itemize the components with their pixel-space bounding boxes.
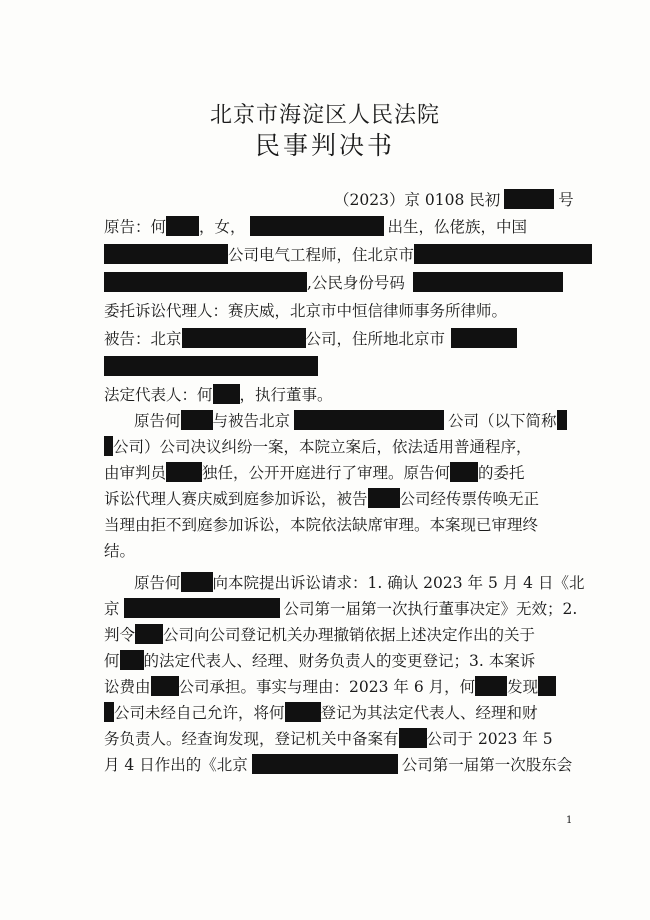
text-segment: 向本院提出诉讼请求：1. 确认 2023 年 5 月 4 日《北 — [212, 574, 585, 592]
redaction — [151, 676, 179, 696]
redaction — [475, 676, 507, 696]
redaction — [213, 384, 240, 404]
text-segment: 公司第一届第一次股东会 — [401, 756, 573, 774]
case-number-suffix: 号 — [558, 191, 574, 209]
redaction — [120, 650, 144, 670]
redaction — [135, 624, 163, 644]
text-segment: 京 — [104, 600, 120, 618]
case-number — [334, 188, 574, 212]
text-segment: 原告何 — [134, 574, 181, 592]
text-segment: 的委托 — [478, 464, 525, 482]
text-segment: 登记为其法定代表人、经理和财 — [320, 704, 538, 722]
plaintiff-line-2 — [104, 243, 592, 267]
paragraph-2-line-7 — [104, 727, 553, 751]
redaction — [181, 410, 213, 430]
redaction — [104, 244, 228, 264]
redaction — [294, 410, 444, 430]
redaction — [252, 754, 398, 774]
redaction — [413, 272, 563, 292]
redaction — [104, 356, 318, 376]
text-segment: 的法定代表人、经理、财务负责人的变更登记；3. 本案诉 — [143, 652, 536, 670]
text-segment: 何 — [104, 652, 120, 670]
text-segment: 公司经传票传唤无正 — [399, 490, 540, 508]
text-segment: 由审判员 — [104, 464, 167, 482]
paragraph-2-line-3 — [104, 623, 535, 647]
plaintiff-id-label: ,公民身份号码 — [307, 274, 405, 292]
redaction — [557, 410, 567, 430]
defendant-line-2 — [104, 355, 318, 379]
text-segment: 公司于 2023 年 5 — [426, 730, 553, 748]
redaction — [368, 488, 400, 508]
text-segment: 公司承担。事实与理由：2023 年 6 月，何 — [178, 678, 476, 696]
paragraph-1-line-4 — [104, 487, 539, 511]
redaction — [182, 328, 306, 348]
text-segment: 公司（以下简称 — [448, 412, 557, 430]
text-segment: 发现 — [507, 678, 539, 696]
redaction — [414, 244, 592, 264]
plaintiff-line-3 — [104, 271, 563, 295]
redaction — [181, 572, 213, 592]
paragraph-1-line-3 — [104, 461, 525, 485]
text-segment: 独任，公开开庭进行了审理。原告何 — [202, 464, 451, 482]
legal-rep-line — [104, 383, 333, 407]
redaction — [538, 676, 556, 696]
redaction — [104, 272, 307, 292]
text-segment: 原告何 — [134, 412, 181, 430]
text-segment: 诉讼代理人赛庆威到庭参加诉讼，被告 — [104, 490, 368, 508]
redaction — [451, 328, 517, 348]
plaintiff-line-1 — [104, 215, 527, 239]
paragraph-2-line-1 — [134, 571, 584, 595]
text-segment: 公司）公司决议纠纷一案，本院立案后，依法适用普通程序， — [113, 438, 532, 456]
defendant-line-1 — [104, 327, 517, 351]
agent-line: 委托诉讼代理人：赛庆威，北京市中恒信律师事务所律师。 — [104, 302, 508, 320]
plaintiff-job: 公司电气工程师，住北京市 — [228, 246, 415, 264]
case-number-prefix: （2023）京 0108 民初 — [334, 191, 501, 209]
paragraph-2-line-2 — [104, 597, 577, 621]
text-segment: 公司未经自己允许，将何 — [114, 704, 285, 722]
redaction — [399, 728, 427, 748]
redaction — [166, 216, 199, 236]
page-number: 1 — [566, 815, 573, 826]
paragraph-2-line-4 — [104, 649, 535, 673]
text-segment: 与被告北京 — [212, 412, 291, 430]
text-segment: 公司第一届第一次执行董事决定》无效；2. — [283, 600, 578, 618]
redaction — [104, 436, 113, 456]
plaintiff-born: 出生，仫佬族，中国 — [387, 218, 528, 236]
plaintiff-sex: ，女， — [199, 218, 246, 236]
redaction — [104, 702, 114, 722]
paragraph-1-line-1 — [134, 409, 567, 433]
redaction — [285, 702, 321, 722]
text-segment: 公司向公司登记机关办理撤销依据上述决定作出的关于 — [163, 626, 536, 644]
legal-rep-label: 法定代表人：何 — [104, 386, 213, 404]
paragraph-1-line-2 — [104, 435, 532, 459]
redaction — [504, 189, 554, 209]
plaintiff-label: 原告：何 — [104, 218, 167, 236]
text-segment: 讼费由 — [104, 678, 151, 696]
paragraph-1-line-6: 结。 — [104, 542, 136, 560]
redaction — [166, 462, 202, 482]
legal-rep-role: ，执行董事。 — [239, 386, 333, 404]
redaction — [450, 462, 478, 482]
redaction — [124, 598, 280, 618]
paragraph-1-line-5: 当理由拒不到庭参加诉讼，本院依法缺席审理。本案现已审理终 — [104, 516, 539, 534]
paragraph-2-line-5 — [104, 675, 556, 699]
text-segment: 判令 — [104, 626, 136, 644]
paragraph-2-line-6 — [104, 701, 538, 725]
document-type: 民事判决书 — [254, 131, 395, 160]
text-segment: 月 4 日作出的《北京 — [104, 756, 248, 774]
redaction — [250, 216, 384, 236]
court-name: 北京市海淀区人民法院 — [209, 103, 440, 128]
defendant-address: 公司，住所地北京市 — [305, 330, 446, 348]
defendant-label: 被告：北京 — [104, 330, 182, 348]
text-segment: 务负责人。经查询发现，登记机关中备案有 — [104, 730, 399, 748]
paragraph-2-line-8 — [104, 753, 572, 777]
